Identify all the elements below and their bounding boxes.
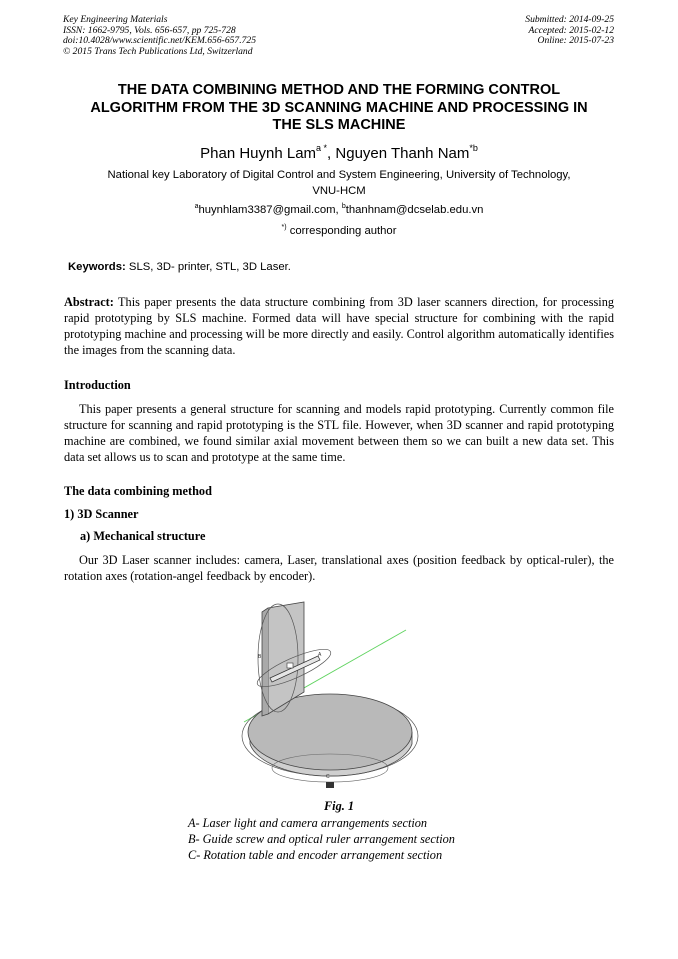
journal-copyright: © 2015 Trans Tech Publications Ltd, Switzerland — [63, 45, 253, 57]
email-b: thanhnam@dcselab.edu.vn — [345, 204, 484, 216]
encoder-block — [326, 782, 334, 788]
legend-item: A- Laser light and camera arrangements section — [188, 816, 428, 830]
section-text: Our 3D Laser scanner includes: camera, Laser, translational axes (position feedback by optical-ruler), the rotation axes (rotation-angel feedback by encoder). — [64, 553, 614, 583]
figure-label-b: B — [258, 654, 262, 660]
email-a: huynhlam3387@gmail.com, — [198, 204, 342, 216]
title-line: THE DATA COMBINING METHOD AND THE FORMING CONTROL — [117, 82, 561, 98]
submitted-date: Submitted: 2014-09-25 — [525, 14, 614, 25]
author-name: Phan Huynh Lam — [200, 145, 317, 162]
figure-label-a: A — [318, 652, 322, 658]
author-affil-mark: a * — [316, 143, 328, 153]
author-name: Nguyen Thanh Nam — [335, 145, 470, 162]
scanner-figure — [226, 596, 426, 792]
section-heading: The data combining method — [64, 484, 212, 498]
keywords — [68, 261, 291, 273]
subsection-heading: 1) 3D Scanner — [64, 507, 139, 521]
title-line: THE SLS MACHINE — [272, 117, 406, 134]
figure-caption: Fig. 1 — [323, 799, 355, 813]
legend-item: C- Rotation table and encoder arrangement section — [188, 848, 443, 862]
online-date: Online: 2015-07-23 — [537, 35, 614, 47]
affiliation-line: National key Laboratory of Digital Control and System Engineering, University of Technology, — [107, 169, 571, 181]
abstract-text: This paper presents the data structure combining from 3D laser scanners direction, for processing rapid prototyping by SLS machine. Formed data will have special structure for combining with the rapid prototyping machine and processing will be more directly and easily. Control algorithm automatically identifies the images from the scanning data. — [64, 295, 614, 357]
corresponding-mark: *) — [281, 224, 287, 231]
author-emails — [0, 203, 678, 216]
subsubsection-heading: a) Mechanical structure — [80, 529, 206, 543]
journal-doi: doi:10.4028/www.scientific.net/KEM.656-657.725 — [63, 35, 257, 47]
journal-header — [63, 15, 256, 57]
paper-title — [40, 82, 638, 135]
author-separator: , — [327, 145, 336, 162]
journal-issn: ISSN: 1662-9795, Vols. 656-657, pp 725-728 — [63, 24, 236, 36]
affiliation-line: VNU-HCM — [312, 184, 366, 197]
abstract — [64, 294, 614, 358]
figure-legend — [188, 815, 455, 863]
corresponding-note — [0, 224, 678, 237]
email-mark: a — [194, 203, 199, 210]
intro-text: This paper presents a general structure for scanning and models rapid prototyping. Currently common file structure for scanning and rapid prototyping is the STL file. However, when 3D scanner and rapid prototyping machine are combined, we found similar axial movement between them so we can built a new data set. This data set allows us to scan and prototype at the same time. — [64, 402, 614, 464]
accepted-date: Accepted: 2015-02-12 — [528, 24, 614, 36]
author-list — [0, 143, 678, 162]
keywords-text: SLS, 3D- printer, STL, 3D Laser. — [125, 261, 291, 273]
title-line: ALGORITHM FROM THE 3D SCANNING MACHINE AND PROCESSING IN — [90, 99, 588, 116]
legend-item: B- Guide screw and optical ruler arrangement section — [188, 832, 455, 846]
affiliation — [60, 168, 618, 199]
camera-block — [287, 663, 293, 668]
journal-name: Key Engineering Materials — [63, 14, 168, 25]
email-mark: b — [341, 203, 346, 210]
author-affil-mark: *b — [469, 143, 478, 153]
figure-label-c: C — [326, 774, 330, 780]
dates-header — [525, 15, 614, 47]
abstract-label: Abstract: — [64, 295, 114, 309]
keywords-label: Keywords: — [68, 261, 126, 273]
intro-heading: Introduction — [64, 378, 131, 392]
corresponding-text: corresponding author — [286, 225, 397, 237]
